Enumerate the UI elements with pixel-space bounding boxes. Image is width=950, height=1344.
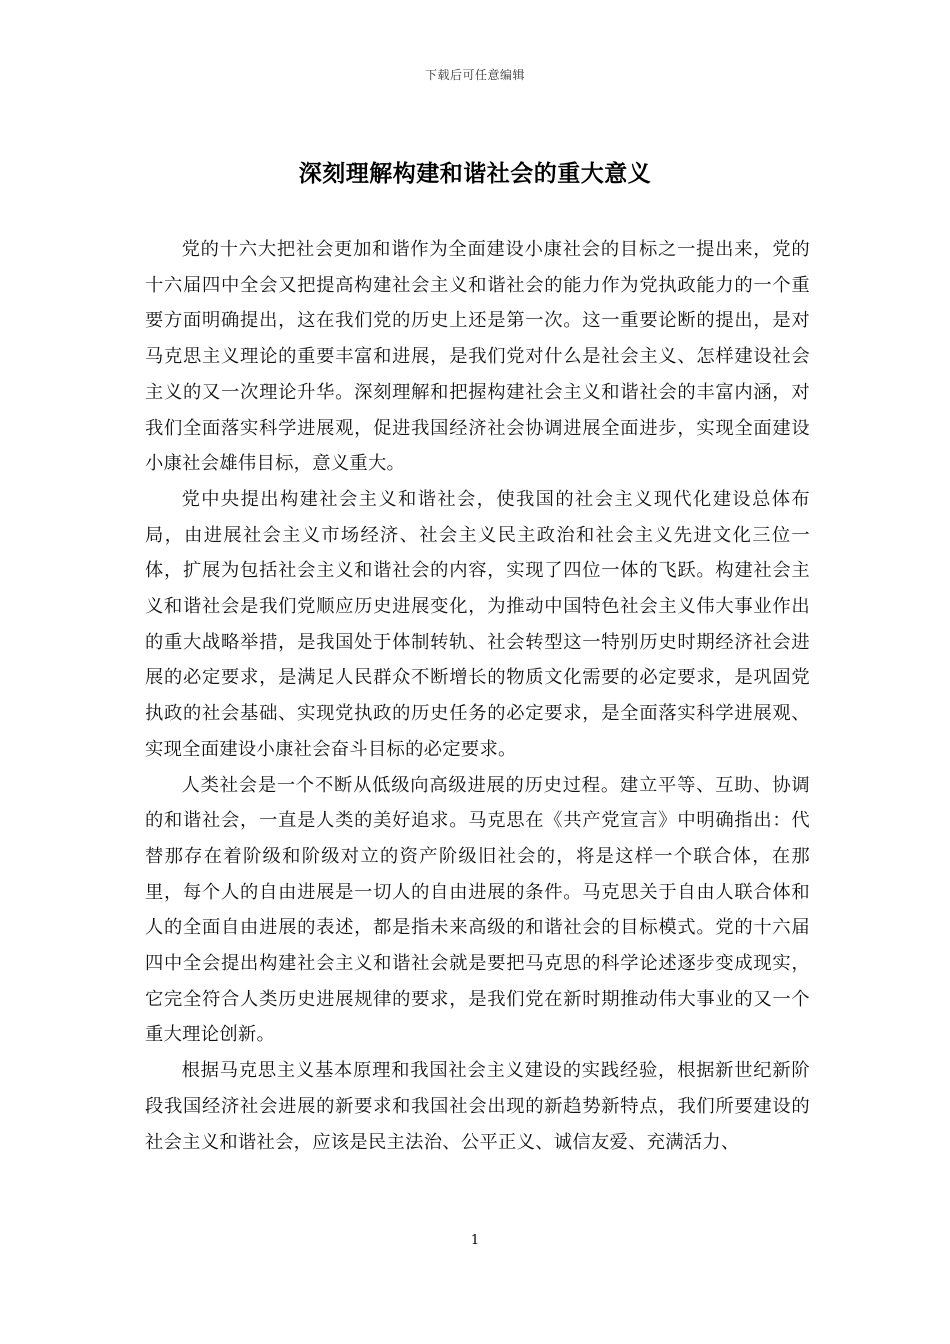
paragraph: 根据马克思主义基本原理和我国社会主义建设的实践经验，根据新世纪新阶段我国经济社会进展的新要求和我国社会出现的新趋势新特点，我们所要建设的社会主义和谐社会，应该是民主法治、公平正义、诚信友爱、充满活力、 [145, 1060, 810, 1153]
document-body [145, 232, 810, 1160]
paragraph: 党的十六大把社会更加和谐作为全面建设小康社会的目标之一提出来，党的十六届四中全会又把提高构建社会主义和谐社会的能力作为党执政能力的一个重要方面明确提出，这在我们党的历史上还是第一次。这一重要论断的提出，是对马克思主义理论的重要丰富和进展，是我们党对什么是社会主义、怎样建设社会主义的又一次理论升华。深刻理解和把握构建社会主义和谐社会的丰富内涵，对我们全面落实科学进展观，促进我国经济社会协调进展全面进步，实现全面建设小康社会雄伟目标，意义重大。 [145, 239, 810, 475]
header-note: 下载后可任意编辑 [424, 68, 525, 82]
page-number: 1 [470, 1233, 480, 1248]
document-title: 深刻理解构建和谐社会的重大意义 [298, 160, 652, 187]
paragraph: 党中央提出构建社会主义和谐社会，使我国的社会主义现代化建设总体布局，由进展社会主义市场经济、社会主义民主政治和社会主义先进文化三位一体，扩展为包括社会主义和谐社会的内容，实现了四位一体的飞跃。构建社会主义和谐社会是我们党顺应历史进展变化，为推动中国特色社会主义伟大事业作出的重大战略举措，是我国处于体制转轨、社会转型这一特别历史时期经济社会进展的必定要求，是满足人民群众不断增长的物质文化需要的必定要求，是巩固党执政的社会基础、实现党执政的历史任务的必定要求，是全面落实科学进展观、实现全面建设小康社会奋斗目标的必定要求。 [145, 488, 810, 760]
paragraph: 人类社会是一个不断从低级向高级进展的历史过程。建立平等、互助、协调的和谐社会，一直是人类的美好追求。马克思在《共产党宣言》中明确指出：代替那存在着阶级和阶级对立的资产阶级旧社会的，将是这样一个联合体，在那里，每个人的自由进展是一切人的自由进展的条件。马克思关于自由人联合体和人的全面自由进展的表述，都是指未来高级的和谐社会的目标模式。党的十六届四中全会提出构建社会主义和谐社会就是要把马克思的科学论述逐步变成现实，它完全符合人类历史进展规律的要求，是我们党在新时期推动伟大事业的又一个重大理论创新。 [145, 774, 810, 1046]
